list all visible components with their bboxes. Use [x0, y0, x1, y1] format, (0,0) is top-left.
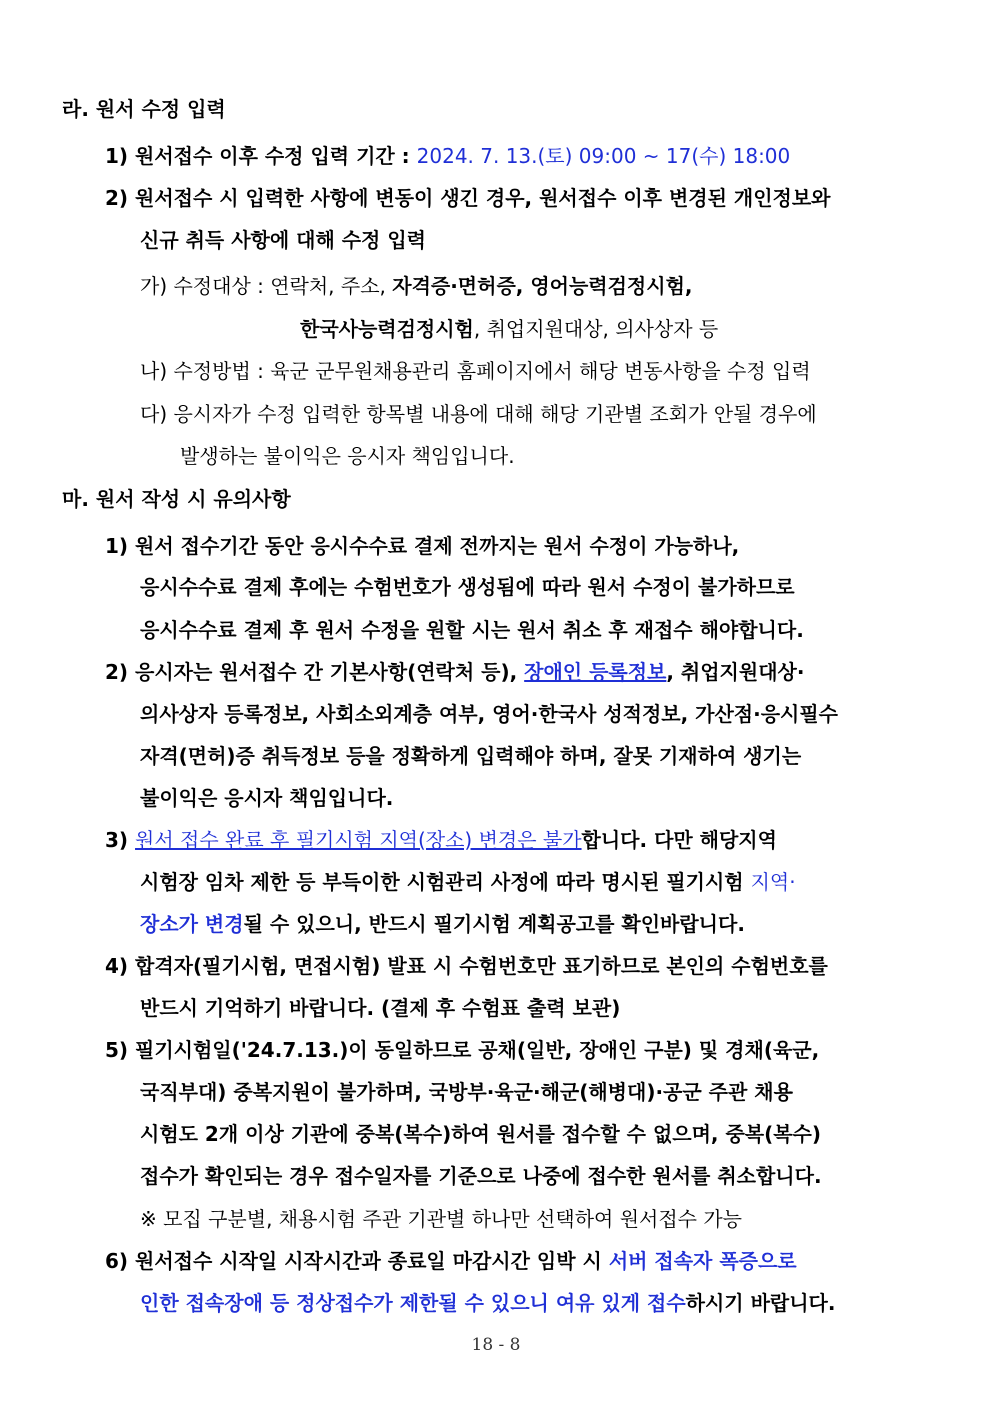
- ma-item-1-line-2: 응시수수료 결제 후에는 수험번호가 생성됨에 따라 원서 수정이 불가하므로: [140, 575, 795, 599]
- ra-item-1-period: 2024. 7. 13.(토) 09:00 ~ 17(수) 18:00: [416, 144, 791, 168]
- ra-sub-ga-bold: 자격증·면허증, 영어능력검정시험,: [392, 274, 693, 298]
- ma-item-5-line-2: 국직부대) 중복지원이 불가하며, 국방부·육군·해군(해병대)·공군 주관 채용: [140, 1080, 793, 1104]
- ma-item-5-line-3: 시험도 2개 이상 기관에 중복(복수)하여 원서를 접수할 수 없으며, 중복(복수): [140, 1122, 822, 1146]
- ma-item-3-num: 3): [105, 828, 136, 852]
- ma-item-3-line-3: [140, 911, 745, 937]
- ra-item-2-line-2: 신규 취득 사항에 대해 수정 입력: [140, 228, 426, 252]
- ra-sub-ga-rest: , 취업지원대상, 의사상자 등: [473, 317, 719, 341]
- ma-item-3-line-2-pre: 시험장 임차 제한 등 부득이한 시험관리 사정에 따라 명시된 필기시험: [140, 870, 751, 894]
- ra-sub-da-line-1: 다) 응시자가 수정 입력한 항목별 내용에 대해 해당 기관별 조회가 안될 경우에: [140, 402, 817, 426]
- ma-item-4-line-2: 반드시 기억하기 바랍니다. (결제 후 수험표 출력 보관): [140, 996, 621, 1020]
- ma-item-6-line-2: [140, 1290, 835, 1316]
- disability-registration-link[interactable]: 장애인 등록정보: [524, 660, 667, 684]
- ra-sub-ga: [140, 273, 693, 299]
- ma-item-5-note: ※ 모집 구분별, 채용시험 주관 기관별 하나만 선택하여 원서접수 가능: [140, 1207, 742, 1231]
- ma-item-2-line-1: [105, 659, 804, 685]
- ra-sub-ga-label: 가) 수정대상 : 연락처, 주소,: [140, 274, 393, 298]
- ma-item-3-line-3-blue: 장소가 변경: [140, 912, 244, 936]
- ma-item-2-line-4: 불이익은 응시자 책임입니다.: [140, 786, 394, 810]
- section-heading-ma: 마. 원서 작성 시 유의사항: [62, 487, 291, 511]
- ma-item-1-line-1: 1) 원서 접수기간 동안 응시수수료 결제 전까지는 원서 수정이 가능하나,: [105, 534, 740, 558]
- page-number: 18 - 8: [471, 1335, 521, 1355]
- ma-item-1-line-3: 응시수수료 결제 후 원서 수정을 원할 시는 원서 취소 후 재접수 해야합니다.: [140, 618, 804, 642]
- ma-item-6-line-1: [105, 1248, 797, 1274]
- ra-item-1-label: 1) 원서접수 이후 수정 입력 기간 :: [105, 144, 417, 168]
- ma-item-3-post: 합니다. 다만 해당지역: [581, 828, 777, 852]
- ma-item-2-line-2: 의사상자 등록정보, 사회소외계층 여부, 영어·한국사 성적정보, 가산점·응시필수: [140, 702, 839, 726]
- section-heading-ra: 라. 원서 수정 입력: [62, 97, 226, 121]
- ra-item-1: [105, 143, 790, 169]
- ma-item-6-line-2-post: 하시기 바랍니다.: [685, 1291, 836, 1315]
- ra-item-2-line-1: 2) 원서접수 시 입력한 사항에 변동이 생긴 경우, 원서접수 이후 변경된 개인정보와: [105, 186, 831, 210]
- ra-sub-da-line-2: 발생하는 불이익은 응시자 책임입니다.: [180, 444, 515, 468]
- ma-item-6-line-2-blue: 인한 접속장애 등 정상접수가 제한될 수 있으니 여유 있게 접수: [140, 1291, 686, 1315]
- ma-item-3-line-3-post: 될 수 있으니, 반드시 필기시험 계획공고를 확인바랍니다.: [243, 912, 745, 936]
- ma-item-2-post: , 취업지원대상·: [666, 660, 805, 684]
- ma-item-3-line-2: [140, 869, 796, 895]
- ma-item-2-pre: 2) 응시자는 원서접수 간 기본사항(연락처 등),: [105, 660, 525, 684]
- ma-item-6-line-1-blue: 서버 접속자 폭증으로: [608, 1249, 797, 1273]
- ma-item-2-line-3: 자격(면허)증 취득정보 등을 정확하게 입력해야 하며, 잘못 기재하여 생기는: [140, 744, 802, 768]
- ma-item-3-line-2-blue: 지역·: [750, 870, 796, 894]
- ma-item-5-line-4: 접수가 확인되는 경우 접수일자를 기준으로 나중에 접수한 원서를 취소합니다.: [140, 1164, 822, 1188]
- exam-location-change-link[interactable]: 원서 접수 완료 후 필기시험 지역(장소) 변경은 불가: [135, 828, 582, 852]
- ra-sub-ga-line-2: [300, 316, 718, 342]
- ma-item-5-line-1: 5) 필기시험일('24.7.13.)이 동일하므로 공채(일반, 장애인 구분) 및 경채(육군,: [105, 1038, 820, 1062]
- ra-sub-na: 나) 수정방법 : 육군 군무원채용관리 홈페이지에서 해당 변동사항을 수정 입력: [140, 359, 811, 383]
- ma-item-4-line-1: 4) 합격자(필기시험, 면접시험) 발표 시 수험번호만 표기하므로 본인의 수험번호를: [105, 954, 828, 978]
- ma-item-6-line-1-pre: 6) 원서접수 시작일 시작시간과 종료일 마감시간 임박 시: [105, 1249, 609, 1273]
- ma-item-3-line-1: [105, 827, 777, 853]
- ra-sub-ga-bold-2: 한국사능력검정시험: [300, 317, 474, 341]
